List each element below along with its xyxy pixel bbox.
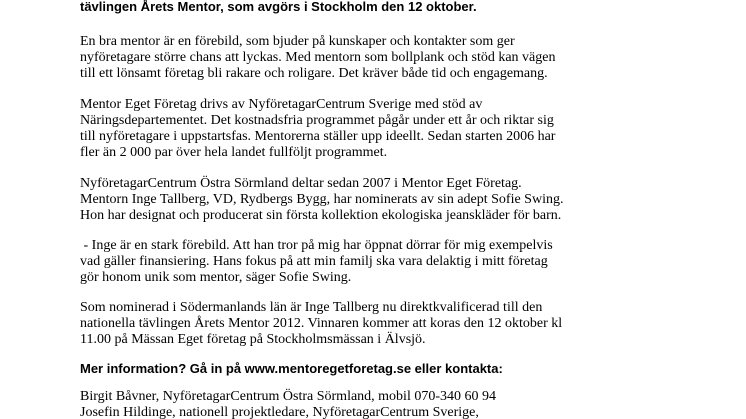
- paragraph-line: En bra mentor är en förebild, som bjuder på kunskaper och kontakter som ger: [80, 34, 515, 49]
- paragraph-line: till ett lönsamt företag bli rakare och roligare. Det kräver både tid och engagemang.: [80, 66, 548, 81]
- paragraph-line: nationella tävlingen Årets Mentor 2012. Vinnaren kommer att koras den 12 oktober kl: [80, 316, 563, 331]
- paragraph-program: [80, 97, 740, 161]
- paragraph-line: vad gäller finansiering. Hans fokus på att min familj ska vara delaktig i mitt företag: [80, 254, 548, 269]
- contacts-list: [80, 389, 740, 419]
- paragraph-line: Näringsdepartementet. Det kostnadsfria programmet pågår under ett år och riktar sig: [80, 113, 554, 128]
- paragraph-line: fler än 2 000 par över hela landet fullföljt programmet.: [80, 145, 388, 160]
- paragraph-qualification: [80, 300, 740, 348]
- heading: [80, 0, 740, 22]
- contact-line: Birgit Båvner, NyföretagarCentrum Östra Sörmland, mobil 070-340 60 94: [80, 389, 497, 404]
- paragraph-line: Mentor Eget Företag drivs av NyföretagarCentrum Sverige med stöd av: [80, 97, 483, 112]
- paragraph-line: Som nominerad i Södermanlands län är Inge Tallberg nu direktkvalificerad till den: [80, 300, 543, 315]
- paragraph-line: till nyföretagare i uppstartsfas. Mentorerna ställer upp ideellt. Sedan starten 2006 har: [80, 129, 556, 144]
- paragraph-line: Mentorn Inge Tallberg, VD, Rydbergs Bygg, har nominerats av sin adept Sofie Swing.: [80, 192, 564, 207]
- more-info-line: Mer information? Gå in på www.mentoregetforetag.se eller kontakta:: [80, 361, 503, 376]
- paragraph-nomination: [80, 176, 740, 224]
- paragraph-quote: [80, 238, 740, 286]
- paragraph-mentor-role: [80, 34, 740, 82]
- paragraph-line: - Inge är en stark förebild. Att han tror på mig har öppnat dörrar för mig exempelvis: [80, 238, 553, 253]
- paragraph-line: NyföretagarCentrum Östra Sörmland deltar sedan 2007 i Mentor Eget Företag.: [80, 176, 522, 191]
- paragraph-line: nyföretagare större chans att lyckas. Med mentorn som bollplank och stöd kan vägen: [80, 50, 556, 65]
- paragraph-line: 11.00 på Mässan Eget företag på Stockholmsmässan i Älvsjö.: [80, 332, 426, 347]
- paragraph-line: Hon har designat och producerat sin första kollektion ekologiska jeanskläder för barn.: [80, 208, 562, 223]
- heading-line: tävlingen Årets Mentor, som avgörs i Stockholm den 12 oktober.: [80, 0, 477, 14]
- more-info-heading: [80, 361, 740, 377]
- contact-line: Josefin Hildinge, nationell projektledare, NyföretagarCentrum Sverige,: [80, 405, 479, 419]
- paragraph-line: gör honom unik som mentor, säger Sofie Swing.: [80, 270, 352, 285]
